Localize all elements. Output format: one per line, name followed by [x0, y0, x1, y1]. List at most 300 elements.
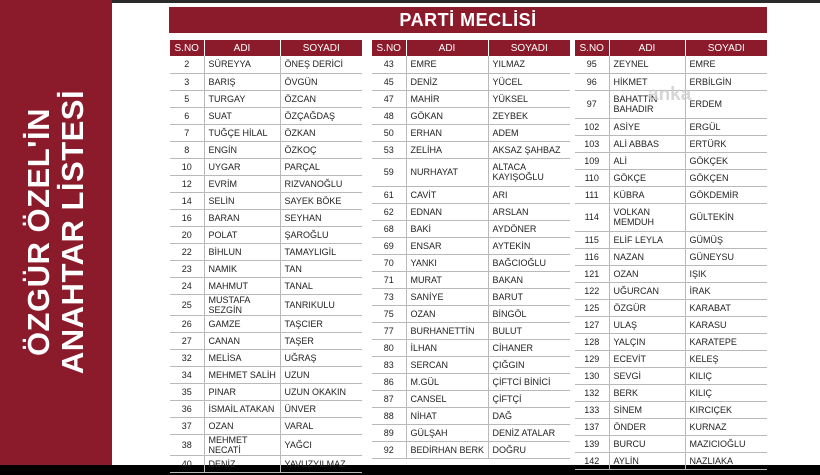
cell-sno: 102	[575, 118, 609, 135]
cell-sno: 116	[575, 248, 609, 265]
cell-sno: 77	[372, 322, 406, 339]
table-row	[170, 332, 362, 349]
table-row	[372, 56, 570, 73]
table-row	[170, 243, 362, 260]
cell-first-name: ALİ ABBAS	[609, 135, 685, 152]
cell-last-name: UĞRAŞ	[280, 349, 362, 366]
cell-last-name: ÖVGÜN	[280, 73, 362, 90]
table-row	[372, 141, 570, 158]
cell-sno: 32	[170, 349, 204, 366]
cell-last-name: KARABAT	[685, 299, 767, 316]
table-row	[170, 417, 362, 434]
cell-first-name: MAHİR	[406, 90, 488, 107]
cell-sno: 69	[372, 237, 406, 254]
cell-sno: 111	[575, 186, 609, 203]
cell-sno: 75	[372, 305, 406, 322]
cell-last-name: GÖKÇEK	[685, 152, 767, 169]
cell-sno: 12	[170, 175, 204, 192]
cell-first-name: SERCAN	[406, 356, 488, 373]
cell-last-name: YAVUZYILMAZ	[280, 455, 362, 472]
cell-last-name: YÜCEL	[488, 73, 570, 90]
table-row	[170, 158, 362, 175]
cell-first-name: SÜREYYA	[204, 56, 280, 73]
table-row	[372, 441, 570, 458]
cell-last-name: EMRE	[685, 56, 767, 73]
cell-last-name: VARAL	[280, 417, 362, 434]
cell-last-name: ALTACA KAYIŞOĞLU	[488, 158, 570, 186]
cell-last-name: ERDEM	[685, 90, 767, 118]
cell-last-name: GÖKDEMİR	[685, 186, 767, 203]
cell-first-name: CAVİT	[406, 186, 488, 203]
cell-first-name: KÜBRA	[609, 186, 685, 203]
cell-sno: 36	[170, 400, 204, 417]
table-row	[372, 356, 570, 373]
cell-last-name: İRAK	[685, 282, 767, 299]
side-title	[22, 90, 90, 374]
cell-first-name: İSMAİL ATAKAN	[204, 400, 280, 417]
cell-sno: 68	[372, 220, 406, 237]
watermark-logo: anka	[648, 84, 692, 105]
cell-first-name: UYGAR	[204, 158, 280, 175]
table-row	[372, 305, 570, 322]
cell-first-name: ECEVİT	[609, 350, 685, 367]
table-row	[170, 90, 362, 107]
table-row	[170, 192, 362, 209]
cell-last-name: ARSLAN	[488, 203, 570, 220]
cell-first-name: TURGAY	[204, 90, 280, 107]
table-row	[372, 237, 570, 254]
list-column-1	[170, 40, 362, 473]
cell-first-name: ÖZGÜR	[609, 299, 685, 316]
table-row	[170, 175, 362, 192]
cell-first-name: ALİ	[609, 152, 685, 169]
cell-last-name: ADEM	[488, 124, 570, 141]
header-adi: ADI	[204, 40, 280, 56]
table-row	[575, 333, 767, 350]
table-row	[170, 294, 362, 315]
header-sno: S.NO	[372, 40, 406, 56]
cell-first-name: ULAŞ	[609, 316, 685, 333]
table-row	[372, 220, 570, 237]
cell-sno: 20	[170, 226, 204, 243]
cell-first-name: GÜLŞAH	[406, 424, 488, 441]
table-row	[170, 56, 362, 73]
table-row	[170, 107, 362, 124]
cell-last-name: KURNAZ	[685, 418, 767, 435]
cell-last-name: ÖZÇAĞDAŞ	[280, 107, 362, 124]
table-row	[575, 118, 767, 135]
cell-sno: 133	[575, 401, 609, 418]
cell-last-name: YÜKSEL	[488, 90, 570, 107]
cell-sno: 34	[170, 366, 204, 383]
cell-last-name: SEYHAN	[280, 209, 362, 226]
cell-first-name: GÖKAN	[406, 107, 488, 124]
cell-sno: 87	[372, 390, 406, 407]
table-row	[575, 152, 767, 169]
cell-first-name: SELİN	[204, 192, 280, 209]
cell-last-name: TAMAYLIGİL	[280, 243, 362, 260]
list-column-2	[372, 40, 570, 459]
cell-first-name: AYLİN	[609, 452, 685, 469]
cell-last-name: TANRIKULU	[280, 294, 362, 315]
cell-sno: 128	[575, 333, 609, 350]
cell-first-name: MEHMET NECATİ	[204, 434, 280, 455]
cell-first-name: EVRİM	[204, 175, 280, 192]
cell-last-name: ÖZKOÇ	[280, 141, 362, 158]
cell-last-name: IŞIK	[685, 265, 767, 282]
cell-sno: 97	[575, 90, 609, 118]
cell-first-name: OZAN	[609, 265, 685, 282]
cell-first-name: SİNEM	[609, 401, 685, 418]
cell-sno: 59	[372, 158, 406, 186]
cell-sno: 6	[170, 107, 204, 124]
table-row	[372, 373, 570, 390]
cell-first-name: SANİYE	[406, 288, 488, 305]
cell-last-name: RIZVANOĞLU	[280, 175, 362, 192]
table-row	[575, 265, 767, 282]
cell-last-name: GÖKÇEN	[685, 169, 767, 186]
cell-sno: 2	[170, 56, 204, 73]
table-row	[372, 107, 570, 124]
cell-first-name: BURCU	[609, 435, 685, 452]
cell-first-name: EMRE	[406, 56, 488, 73]
cell-last-name: GÜNEYSU	[685, 248, 767, 265]
table-row	[170, 383, 362, 400]
cell-sno: 132	[575, 384, 609, 401]
table-row	[575, 282, 767, 299]
cell-first-name: ERHAN	[406, 124, 488, 141]
cell-sno: 70	[372, 254, 406, 271]
header-adi: ADI	[609, 40, 685, 56]
table-row	[372, 339, 570, 356]
cell-last-name: KELEŞ	[685, 350, 767, 367]
cell-first-name: BURHANETTİN	[406, 322, 488, 339]
table-row	[575, 367, 767, 384]
table-row	[170, 124, 362, 141]
cell-first-name: BERK	[609, 384, 685, 401]
cell-first-name: TUĞÇE HİLAL	[204, 124, 280, 141]
cell-sno: 48	[372, 107, 406, 124]
cell-last-name: ARI	[488, 186, 570, 203]
table-row	[170, 400, 362, 417]
cell-last-name: BARUT	[488, 288, 570, 305]
table-row	[575, 435, 767, 452]
cell-sno: 115	[575, 231, 609, 248]
table-row	[575, 418, 767, 435]
cell-first-name: HİKMET	[609, 73, 685, 90]
cell-sno: 53	[372, 141, 406, 158]
table-row	[372, 288, 570, 305]
cell-last-name: BİNGÖL	[488, 305, 570, 322]
cell-sno: 24	[170, 277, 204, 294]
header-soyadi: SOYADI	[280, 40, 362, 56]
table-row	[575, 299, 767, 316]
cell-last-name: SAYEK BÖKE	[280, 192, 362, 209]
cell-sno: 129	[575, 350, 609, 367]
cell-first-name: SUAT	[204, 107, 280, 124]
table-row	[575, 350, 767, 367]
cell-last-name: ZEYBEK	[488, 107, 570, 124]
table-row	[575, 186, 767, 203]
cell-first-name: ZEYNEL	[609, 56, 685, 73]
cell-first-name: OZAN	[406, 305, 488, 322]
table-row	[170, 434, 362, 455]
cell-sno: 26	[170, 315, 204, 332]
table-row	[170, 209, 362, 226]
cell-first-name: NİHAT	[406, 407, 488, 424]
cell-sno: 45	[372, 73, 406, 90]
cell-last-name: KARATEPE	[685, 333, 767, 350]
cell-first-name: ELİF LEYLA	[609, 231, 685, 248]
cell-first-name: NURHAYAT	[406, 158, 488, 186]
header-sno: S.NO	[170, 40, 204, 56]
table-row	[170, 455, 362, 472]
table-row	[372, 158, 570, 186]
table-row	[372, 407, 570, 424]
table-row	[170, 349, 362, 366]
cell-last-name: NAZLIAKA	[685, 452, 767, 469]
table-row	[575, 384, 767, 401]
cell-last-name: ÇİFTÇİ	[488, 390, 570, 407]
cell-sno: 7	[170, 124, 204, 141]
cell-sno: 37	[170, 417, 204, 434]
header-soyadi: SOYADI	[488, 40, 570, 56]
cell-sno: 16	[170, 209, 204, 226]
cell-sno: 10	[170, 158, 204, 175]
cell-sno: 35	[170, 383, 204, 400]
cell-last-name: DAĞ	[488, 407, 570, 424]
cell-last-name: KIRCIÇEK	[685, 401, 767, 418]
side-title-line-2: ANAHTAR LİSTESİ	[55, 89, 90, 375]
table-row	[170, 73, 362, 90]
cell-last-name: BAĞCIOĞLU	[488, 254, 570, 271]
cell-first-name: MELİSA	[204, 349, 280, 366]
cell-sno: 38	[170, 434, 204, 455]
table-row	[170, 226, 362, 243]
cell-first-name: ENSAR	[406, 237, 488, 254]
cell-sno: 80	[372, 339, 406, 356]
cell-sno: 121	[575, 265, 609, 282]
cell-first-name: GAMZE	[204, 315, 280, 332]
cell-first-name: NAZAN	[609, 248, 685, 265]
table-row	[372, 73, 570, 90]
cell-last-name: KARASU	[685, 316, 767, 333]
header-adi: ADI	[406, 40, 488, 56]
cell-sno: 5	[170, 90, 204, 107]
table-row	[575, 316, 767, 333]
cell-last-name: ÇİFTCİ BİNİCİ	[488, 373, 570, 390]
cell-sno: 137	[575, 418, 609, 435]
cell-sno: 103	[575, 135, 609, 152]
cell-sno: 71	[372, 271, 406, 288]
cell-sno: 122	[575, 282, 609, 299]
cell-sno: 83	[372, 356, 406, 373]
table-row	[170, 260, 362, 277]
cell-first-name: ZELİHA	[406, 141, 488, 158]
table-row	[372, 271, 570, 288]
cell-last-name: UZUN	[280, 366, 362, 383]
cell-first-name: ÖNDER	[609, 418, 685, 435]
table-header-row	[170, 40, 362, 56]
cell-last-name: TANAL	[280, 277, 362, 294]
cell-sno: 27	[170, 332, 204, 349]
cell-sno: 50	[372, 124, 406, 141]
cell-sno: 62	[372, 203, 406, 220]
table-row	[575, 231, 767, 248]
cell-last-name: UZUN OKAKIN	[280, 383, 362, 400]
cell-last-name: YILMAZ	[488, 56, 570, 73]
cell-last-name: CİHANER	[488, 339, 570, 356]
cell-first-name: BİHLUN	[204, 243, 280, 260]
cell-first-name: YANKI	[406, 254, 488, 271]
top-strip	[112, 0, 820, 3]
cell-last-name: TAN	[280, 260, 362, 277]
cell-sno: 130	[575, 367, 609, 384]
table-row	[575, 452, 767, 469]
cell-last-name: ÖNEŞ DERİCİ	[280, 56, 362, 73]
cell-last-name: ŞAROĞLU	[280, 226, 362, 243]
table-header-row	[575, 40, 767, 56]
cell-last-name: AYDÖNER	[488, 220, 570, 237]
cell-last-name: AKSAZ ŞAHBAZ	[488, 141, 570, 158]
cell-first-name: MURAT	[406, 271, 488, 288]
side-panel	[0, 0, 112, 465]
cell-last-name: YAĞCI	[280, 434, 362, 455]
page-title: PARTİ MECLİSİ	[169, 7, 767, 33]
cell-last-name: BAKAN	[488, 271, 570, 288]
table-row	[372, 124, 570, 141]
cell-sno: 61	[372, 186, 406, 203]
cell-last-name: ERGÜL	[685, 118, 767, 135]
cell-last-name: KILIÇ	[685, 367, 767, 384]
cell-last-name: DENİZ ATALAR	[488, 424, 570, 441]
cell-first-name: DENİZ	[204, 455, 280, 472]
cell-last-name: ERBİLGİN	[685, 73, 767, 90]
table-row	[372, 186, 570, 203]
cell-sno: 139	[575, 435, 609, 452]
members-table	[170, 40, 362, 473]
cell-first-name: EDNAN	[406, 203, 488, 220]
cell-first-name: OZAN	[204, 417, 280, 434]
table-row	[372, 90, 570, 107]
cell-first-name: GÖKÇE	[609, 169, 685, 186]
cell-first-name: PINAR	[204, 383, 280, 400]
cell-sno: 88	[372, 407, 406, 424]
cell-first-name: BEDİRHAN BERK	[406, 441, 488, 458]
table-row	[372, 254, 570, 271]
table-row	[170, 366, 362, 383]
cell-last-name: ÇIĞGIN	[488, 356, 570, 373]
cell-last-name: BULUT	[488, 322, 570, 339]
cell-first-name: MEHMET SALİH	[204, 366, 280, 383]
cell-sno: 23	[170, 260, 204, 277]
table-row	[170, 277, 362, 294]
table-row	[575, 401, 767, 418]
cell-first-name: BAKİ	[406, 220, 488, 237]
cell-sno: 43	[372, 56, 406, 73]
cell-first-name: MAHMUT	[204, 277, 280, 294]
cell-last-name: DOĞRU	[488, 441, 570, 458]
table-row	[372, 390, 570, 407]
cell-first-name: DENİZ	[406, 73, 488, 90]
table-header-row	[372, 40, 570, 56]
cell-sno: 73	[372, 288, 406, 305]
cell-last-name: ÖZKAN	[280, 124, 362, 141]
cell-sno: 95	[575, 56, 609, 73]
cell-first-name: CANSEL	[406, 390, 488, 407]
cell-last-name: TAŞCIER	[280, 315, 362, 332]
table-row	[170, 315, 362, 332]
cell-last-name: ÖZCAN	[280, 90, 362, 107]
table-row	[170, 141, 362, 158]
cell-first-name: YALÇIN	[609, 333, 685, 350]
cell-sno: 127	[575, 316, 609, 333]
cell-sno: 110	[575, 169, 609, 186]
cell-sno: 3	[170, 73, 204, 90]
cell-last-name: ERTÜRK	[685, 135, 767, 152]
members-table	[372, 40, 570, 459]
header-soyadi: SOYADI	[685, 40, 767, 56]
cell-first-name: BAHATTİN BAHADIR	[609, 90, 685, 118]
cell-sno: 22	[170, 243, 204, 260]
cell-sno: 109	[575, 152, 609, 169]
cell-first-name: MUSTAFA SEZGİN	[204, 294, 280, 315]
cell-sno: 8	[170, 141, 204, 158]
table-row	[372, 203, 570, 220]
cell-sno: 14	[170, 192, 204, 209]
cell-first-name: M.GÜL	[406, 373, 488, 390]
cell-sno: 92	[372, 441, 406, 458]
cell-first-name: İLHAN	[406, 339, 488, 356]
cell-first-name: NAMIK	[204, 260, 280, 277]
table-row	[575, 169, 767, 186]
cell-sno: 125	[575, 299, 609, 316]
cell-first-name: BARAN	[204, 209, 280, 226]
cell-last-name: ÜNVER	[280, 400, 362, 417]
cell-sno: 47	[372, 90, 406, 107]
cell-last-name: TAŞER	[280, 332, 362, 349]
table-row	[575, 135, 767, 152]
cell-first-name: UĞURCAN	[609, 282, 685, 299]
cell-last-name: GÜMÜŞ	[685, 231, 767, 248]
cell-sno: 114	[575, 203, 609, 231]
cell-last-name: GÜLTEKİN	[685, 203, 767, 231]
cell-first-name: SEVGİ	[609, 367, 685, 384]
side-title-line-1: ÖZGÜR ÖZEL'İN	[21, 107, 56, 357]
cell-last-name: MAZICIOĞLU	[685, 435, 767, 452]
cell-last-name: PARÇAL	[280, 158, 362, 175]
cell-first-name: BARIŞ	[204, 73, 280, 90]
cell-sno: 86	[372, 373, 406, 390]
table-row	[575, 56, 767, 73]
header-sno: S.NO	[575, 40, 609, 56]
cell-sno: 96	[575, 73, 609, 90]
table-row	[372, 424, 570, 441]
cell-first-name: ENGİN	[204, 141, 280, 158]
cell-last-name: AYTEKİN	[488, 237, 570, 254]
table-row	[575, 203, 767, 231]
cell-first-name: CANAN	[204, 332, 280, 349]
cell-sno: 40	[170, 455, 204, 472]
cell-first-name: POLAT	[204, 226, 280, 243]
cell-last-name: KILIÇ	[685, 384, 767, 401]
cell-sno: 25	[170, 294, 204, 315]
cell-sno: 142	[575, 452, 609, 469]
cell-first-name: VOLKAN MEMDUH	[609, 203, 685, 231]
table-row	[372, 322, 570, 339]
table-row	[575, 248, 767, 265]
cell-first-name: ASİYE	[609, 118, 685, 135]
